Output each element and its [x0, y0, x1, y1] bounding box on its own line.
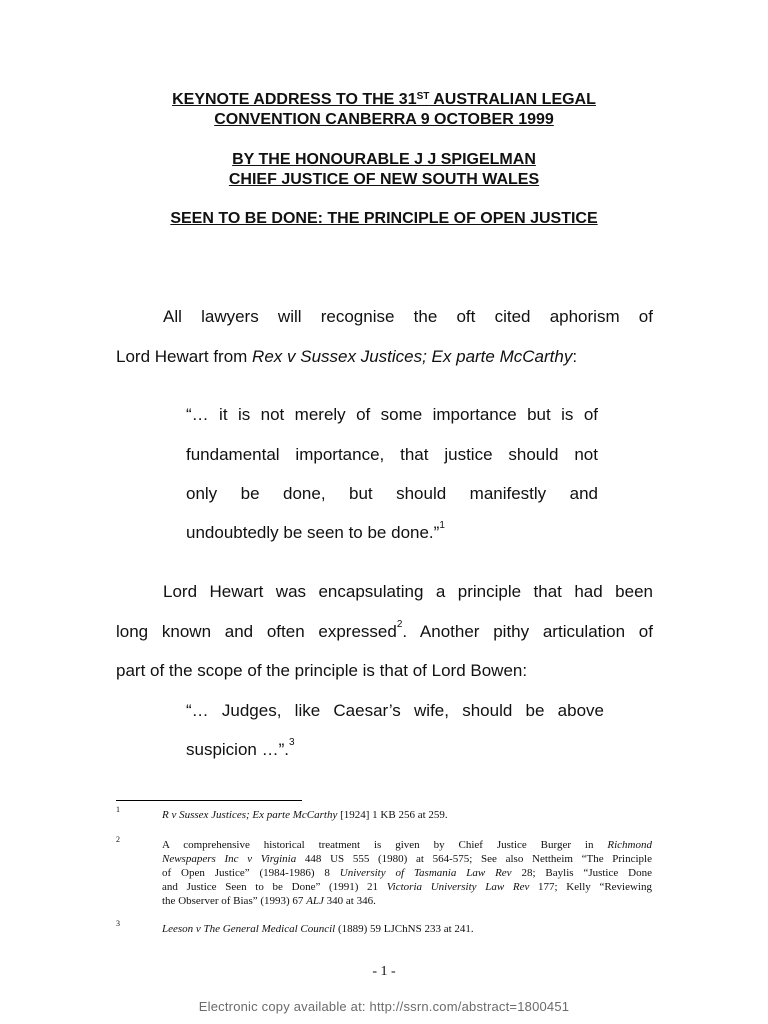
- footnote-2-number: 2: [116, 835, 120, 844]
- quote-1-line-2: fundamental importance, that justice should not: [186, 445, 598, 464]
- footnote-2-line-2: Newspapers Inc v Virginia 448 US 555 (1980) at 564-575; See also Nettheim “The Principle: [162, 853, 652, 865]
- case-citation: Rex v Sussex Justices; Ex parte McCarthy: [252, 347, 573, 366]
- paragraph-1-line-1: All lawyers will recognise the oft cited aphorism of: [163, 307, 653, 326]
- footnote-ref-2[interactable]: 2: [396, 619, 403, 630]
- page-title: SEEN TO BE DONE: THE PRINCIPLE OF OPEN JUSTICE: [170, 210, 598, 227]
- footnote-2-line-4: and Justice Seen to be Done” (1991) 21 Victoria University Law Rev 177; Kelly “Reviewing: [162, 881, 652, 893]
- heading-line-2: CONVENTION CANBERRA 9 OCTOBER 1999: [214, 111, 554, 128]
- paragraph-2-line-1: Lord Hewart was encapsulating a principle that had been: [163, 582, 653, 601]
- quote-1-line-4: undoubtedly be seen to be done.”$^1$: [186, 520, 445, 542]
- footnote-2-line-1: A comprehensive historical treatment is given by Chief Justice Burger in Richmond: [162, 839, 652, 851]
- quote-2-line-2: suspicion …”.$^3$: [186, 737, 295, 759]
- footnote-divider: [116, 800, 302, 801]
- quote-1-line-3: only be done, but should manifestly and: [186, 484, 598, 503]
- ssrn-watermark[interactable]: Electronic copy available at: http://ssrn.com/abstract=1800451: [198, 999, 570, 1014]
- quote-1-line-1: “… it is not merely of some importance but is of: [186, 405, 598, 424]
- paragraph-1-line-2: Lord Hewart from Rex v Sussex Justices; Ex parte McCarthy:: [116, 347, 578, 366]
- footnote-1-text: R v Sussex Justices; Ex parte McCarthy [1924] 1 KB 256 at 259.: [162, 809, 448, 821]
- footnote-1-number: 1: [116, 805, 120, 814]
- quote-2-line-1: “… Judges, like Caesar’s wife, should be above: [186, 701, 604, 720]
- page-number: - 1 -: [372, 964, 396, 979]
- footnote-ref-1[interactable]: 1: [439, 520, 445, 531]
- heading-line-1: KEYNOTE ADDRESS TO THE 31ST AUSTRALIAN LEGAL: [172, 91, 596, 108]
- footnote-2-line-5: the Observer of Bias” (1993) 67 ALJ 340 at 346.: [162, 895, 376, 907]
- paragraph-2-line-2: long known and often expressed$^2$. Another pithy articulation of: [116, 619, 653, 641]
- footnote-3-number: 3: [116, 919, 120, 928]
- author-line: BY THE HONOURABLE J J SPIGELMAN: [232, 151, 536, 168]
- paragraph-2-line-3: part of the scope of the principle is that of Lord Bowen:: [116, 661, 528, 680]
- footnote-ref-3[interactable]: 3: [288, 737, 295, 748]
- footnote-3-text: Leeson v The General Medical Council (1889) 59 LJChNS 233 at 241.: [162, 923, 474, 935]
- author-title-line: CHIEF JUSTICE OF NEW SOUTH WALES: [228, 171, 540, 188]
- footnote-2-line-3: of Open Justice” (1984-1986) 8 University of Tasmania Law Rev 28; Baylis “Justice Done: [162, 867, 652, 879]
